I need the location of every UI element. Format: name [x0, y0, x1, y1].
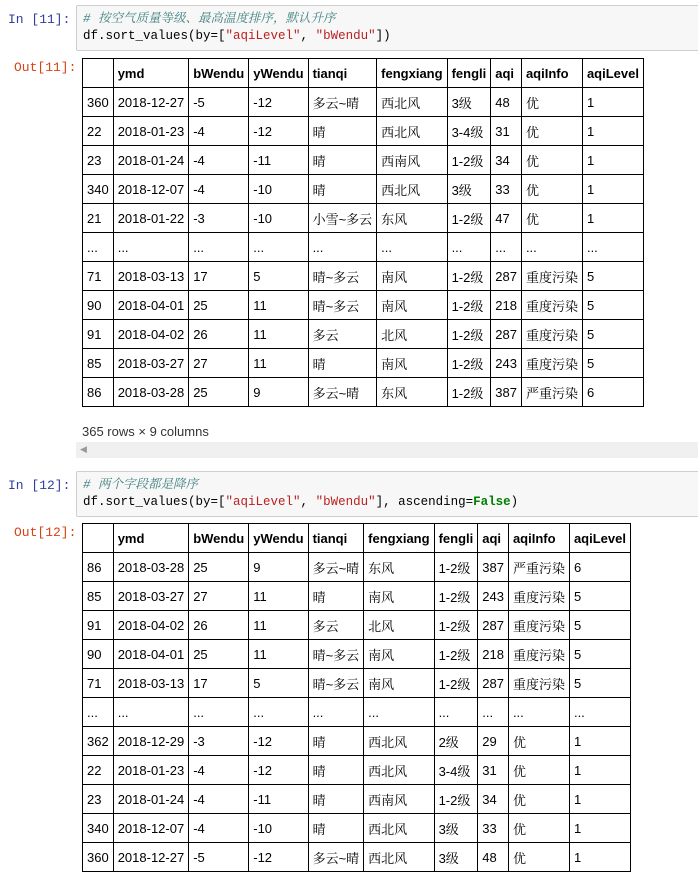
code-text: , — [300, 495, 316, 509]
table-cell: 26 — [189, 611, 249, 640]
table-row — [83, 582, 631, 611]
table-cell: 48 — [491, 88, 522, 117]
table-cell: 晴~多云 — [308, 640, 364, 669]
column-header: tianqi — [308, 59, 377, 88]
table-cell: 25 — [189, 640, 249, 669]
table-cell: 17 — [189, 669, 249, 698]
table-cell: -12 — [249, 117, 308, 146]
table-cell: 1-2级 — [447, 291, 491, 320]
column-header: aqi — [491, 59, 522, 88]
table-cell: ... — [582, 233, 643, 262]
row-index: ... — [83, 698, 114, 727]
row-index: 91 — [83, 611, 114, 640]
table-cell: 2018-03-27 — [113, 582, 189, 611]
table-cell: 387 — [491, 378, 522, 407]
code-line — [83, 28, 698, 45]
table-cell: 南风 — [364, 582, 434, 611]
code-cell-11[interactable] — [76, 5, 698, 51]
horizontal-scrollbar[interactable] — [76, 442, 698, 458]
table-cell: -10 — [249, 814, 308, 843]
table-cell: 25 — [189, 378, 249, 407]
table-cell: 1 — [582, 117, 643, 146]
table-cell: 2018-12-27 — [113, 88, 189, 117]
dataframe-table-12 — [82, 523, 631, 872]
table-cell: 晴 — [308, 349, 377, 378]
table-cell: 重度污染 — [508, 669, 569, 698]
table-cell: 优 — [521, 146, 582, 175]
table-cell: 1 — [569, 814, 630, 843]
table-cell: 387 — [478, 553, 509, 582]
out-prompt-12: Out[12]: — [14, 525, 77, 540]
table-cell: 2018-03-13 — [113, 669, 189, 698]
table-cell: 5 — [569, 611, 630, 640]
table-cell: 西南风 — [377, 146, 447, 175]
table-cell: -11 — [249, 146, 308, 175]
code-line — [83, 494, 698, 511]
table-cell: 26 — [189, 320, 249, 349]
table-cell: 47 — [491, 204, 522, 233]
table-cell: ... — [249, 233, 308, 262]
table-cell: 优 — [521, 88, 582, 117]
table-row — [83, 843, 631, 872]
table-cell: 重度污染 — [521, 320, 582, 349]
table-cell: 西南风 — [364, 785, 434, 814]
table-row — [83, 349, 644, 378]
table-row — [83, 233, 644, 262]
table-cell: 2018-03-13 — [113, 262, 189, 291]
column-header: aqi — [478, 524, 509, 553]
row-index: 22 — [83, 117, 114, 146]
table-cell: 5 — [582, 291, 643, 320]
table-cell: 1-2级 — [434, 640, 478, 669]
table-cell: 晴 — [308, 785, 364, 814]
table-cell: 2018-12-27 — [113, 843, 189, 872]
table-cell: 2018-12-29 — [113, 727, 189, 756]
table-cell: 1-2级 — [447, 262, 491, 291]
code-cell-12[interactable] — [76, 471, 698, 517]
table-cell: 2018-01-24 — [113, 785, 189, 814]
row-index: 21 — [83, 204, 114, 233]
table-cell: 25 — [189, 291, 249, 320]
table-cell: 287 — [491, 262, 522, 291]
table-cell: 9 — [249, 553, 308, 582]
table-cell: 1-2级 — [434, 553, 478, 582]
table-cell: 11 — [249, 291, 308, 320]
table-cell: 3级 — [447, 88, 491, 117]
table-cell: 25 — [189, 553, 249, 582]
table-cell: ... — [569, 698, 630, 727]
table-cell: -4 — [189, 814, 249, 843]
table-cell: 1-2级 — [434, 669, 478, 698]
table-cell: 1-2级 — [447, 146, 491, 175]
table-cell: 2018-04-01 — [113, 640, 189, 669]
table-cell: ... — [447, 233, 491, 262]
table-cell: 晴 — [308, 117, 377, 146]
table-row — [83, 814, 631, 843]
table-cell: 287 — [491, 320, 522, 349]
table-cell: 严重污染 — [521, 378, 582, 407]
row-index: 85 — [83, 582, 114, 611]
column-header: fengli — [434, 524, 478, 553]
column-header — [83, 59, 114, 88]
table-cell: 1 — [582, 204, 643, 233]
column-header: yWendu — [249, 59, 308, 88]
table-cell: 1-2级 — [447, 378, 491, 407]
table-cell: 243 — [491, 349, 522, 378]
column-header: fengxiang — [364, 524, 434, 553]
code-string: "aqiLevel" — [225, 495, 301, 509]
table-row — [83, 291, 644, 320]
table-cell: 晴~多云 — [308, 262, 377, 291]
table-cell: 南风 — [377, 291, 447, 320]
code-string: "bWendu" — [315, 29, 376, 43]
table-cell: 优 — [508, 727, 569, 756]
table-cell: 1-2级 — [434, 582, 478, 611]
table-cell: 多云 — [308, 320, 377, 349]
table-row — [83, 320, 644, 349]
table-cell: 东风 — [377, 204, 447, 233]
table-cell: 3级 — [447, 175, 491, 204]
table-cell: 5 — [569, 669, 630, 698]
table-cell: 5 — [582, 349, 643, 378]
column-header: aqiInfo — [508, 524, 569, 553]
table-cell: 5 — [569, 640, 630, 669]
table-cell: 晴 — [308, 175, 377, 204]
table-cell: 11 — [249, 611, 308, 640]
table-cell: 优 — [508, 814, 569, 843]
table-cell: 1-2级 — [447, 204, 491, 233]
column-header: bWendu — [189, 524, 249, 553]
table-cell: ... — [491, 233, 522, 262]
table-cell: 33 — [478, 814, 509, 843]
table-cell: 晴~多云 — [308, 291, 377, 320]
table-cell: 3级 — [434, 814, 478, 843]
table-cell: 南风 — [377, 349, 447, 378]
table-cell: 2018-04-02 — [113, 320, 189, 349]
table-cell: -11 — [249, 785, 308, 814]
table-cell: 重度污染 — [521, 349, 582, 378]
table-cell: -3 — [189, 204, 249, 233]
table-cell: -4 — [189, 785, 249, 814]
table-cell: 1 — [569, 756, 630, 785]
table-cell: 31 — [491, 117, 522, 146]
table-cell: 5 — [569, 582, 630, 611]
table-cell: 11 — [249, 320, 308, 349]
table-cell: 1 — [582, 88, 643, 117]
table-cell: 优 — [521, 175, 582, 204]
table-cell: ... — [308, 233, 377, 262]
table-cell: 17 — [189, 262, 249, 291]
table-cell: ... — [478, 698, 509, 727]
row-index: 23 — [83, 146, 114, 175]
table-cell: 34 — [478, 785, 509, 814]
code-text: ) — [510, 495, 519, 509]
column-header: tianqi — [308, 524, 364, 553]
table-cell: 优 — [508, 843, 569, 872]
table-cell: 2018-03-28 — [113, 553, 189, 582]
table-cell: 西北风 — [377, 117, 447, 146]
table-cell: 晴 — [308, 146, 377, 175]
table-cell: 3-4级 — [447, 117, 491, 146]
code-keyword: False — [473, 495, 511, 509]
table-cell: 东风 — [377, 378, 447, 407]
table-cell: 重度污染 — [508, 582, 569, 611]
table-row — [83, 698, 631, 727]
table-cell: 2018-12-07 — [113, 175, 189, 204]
column-header: ymd — [113, 59, 189, 88]
header-row — [83, 59, 644, 88]
table-cell: ... — [113, 698, 189, 727]
table-cell: 晴~多云 — [308, 669, 364, 698]
table-cell: 2018-01-23 — [113, 756, 189, 785]
column-header: fengli — [447, 59, 491, 88]
table-cell: ... — [508, 698, 569, 727]
header-row — [83, 524, 631, 553]
table-row — [83, 785, 631, 814]
code-text: df.sort_values(by=[ — [83, 29, 226, 43]
table-cell: 29 — [478, 727, 509, 756]
table-cell: 晴 — [308, 582, 364, 611]
row-index: 71 — [83, 262, 114, 291]
table-cell: 严重污染 — [508, 553, 569, 582]
table-cell: 西北风 — [364, 814, 434, 843]
table-cell: 5 — [582, 262, 643, 291]
table-cell: -3 — [189, 727, 249, 756]
table-cell: 27 — [189, 582, 249, 611]
table-cell: 1 — [569, 843, 630, 872]
table-cell: -10 — [249, 204, 308, 233]
table-cell: 2018-01-22 — [113, 204, 189, 233]
table-cell: 3-4级 — [434, 756, 478, 785]
table-cell: -12 — [249, 727, 308, 756]
out-prompt-11: Out[11]: — [14, 60, 77, 75]
table-cell: 287 — [478, 611, 509, 640]
table-cell: 287 — [478, 669, 509, 698]
table-cell: 1-2级 — [434, 785, 478, 814]
table-cell: ... — [364, 698, 434, 727]
table-cell: ... — [113, 233, 189, 262]
table-cell: 北风 — [377, 320, 447, 349]
table-cell: 11 — [249, 349, 308, 378]
table-cell: 6 — [582, 378, 643, 407]
table-cell: 重度污染 — [508, 611, 569, 640]
table-cell: 1 — [582, 146, 643, 175]
table-cell: 东风 — [364, 553, 434, 582]
table-cell: -4 — [189, 146, 249, 175]
table-cell: 晴 — [308, 814, 364, 843]
row-index: 86 — [83, 378, 114, 407]
row-index: 90 — [83, 291, 114, 320]
row-index: 340 — [83, 175, 114, 204]
table-row — [83, 669, 631, 698]
column-header: fengxiang — [377, 59, 447, 88]
table-cell: 33 — [491, 175, 522, 204]
row-index: 360 — [83, 843, 114, 872]
row-index: 71 — [83, 669, 114, 698]
table-cell: 5 — [249, 669, 308, 698]
table-cell: 重度污染 — [508, 640, 569, 669]
table-cell: -4 — [189, 117, 249, 146]
table-cell: 34 — [491, 146, 522, 175]
table-cell: 南风 — [364, 669, 434, 698]
table-cell: 晴 — [308, 756, 364, 785]
table-cell: 1 — [569, 785, 630, 814]
table-cell: 2018-01-24 — [113, 146, 189, 175]
row-index: 90 — [83, 640, 114, 669]
table-row — [83, 553, 631, 582]
table-cell: ... — [189, 233, 249, 262]
table-cell: 2018-01-23 — [113, 117, 189, 146]
table-cell: -5 — [189, 88, 249, 117]
table-row — [83, 146, 644, 175]
code-comment: # 按空气质量等级、最高温度排序，默认升序 — [83, 12, 336, 26]
table-cell: 优 — [508, 785, 569, 814]
table-cell: -4 — [189, 756, 249, 785]
table-cell: 11 — [249, 640, 308, 669]
table-cell: 小雪~多云 — [308, 204, 377, 233]
table-cell: 2018-04-01 — [113, 291, 189, 320]
in-prompt-11: In [11]: — [8, 12, 71, 27]
row-index: 362 — [83, 727, 114, 756]
table-cell: -4 — [189, 175, 249, 204]
table-cell: 重度污染 — [521, 262, 582, 291]
dataframe-table-11 — [82, 58, 644, 407]
table-cell: 2018-03-28 — [113, 378, 189, 407]
table-row — [83, 756, 631, 785]
table-cell: 西北风 — [364, 727, 434, 756]
table-cell: 优 — [508, 756, 569, 785]
table-cell: 1 — [582, 175, 643, 204]
table-cell: 2级 — [434, 727, 478, 756]
table-cell: 218 — [478, 640, 509, 669]
table-cell: ... — [189, 698, 249, 727]
table-row — [83, 611, 631, 640]
code-comment: # 两个字段都是降序 — [83, 478, 199, 492]
table-row — [83, 204, 644, 233]
table-cell: 1-2级 — [447, 349, 491, 378]
column-header: ymd — [113, 524, 189, 553]
table-cell: 2018-03-27 — [113, 349, 189, 378]
code-string: "bWendu" — [315, 495, 376, 509]
table-cell: 西北风 — [364, 756, 434, 785]
table-cell: 6 — [569, 553, 630, 582]
table-cell: 1-2级 — [434, 611, 478, 640]
shape-info: 365 rows × 9 columns — [82, 424, 209, 439]
table-cell: 1-2级 — [447, 320, 491, 349]
table-cell: 27 — [189, 349, 249, 378]
table-cell: ... — [521, 233, 582, 262]
table-cell: 218 — [491, 291, 522, 320]
table-row — [83, 378, 644, 407]
table-cell: -10 — [249, 175, 308, 204]
table-cell: 243 — [478, 582, 509, 611]
table-cell: 北风 — [364, 611, 434, 640]
table-row — [83, 262, 644, 291]
table-cell: -12 — [249, 88, 308, 117]
table-cell: 重度污染 — [521, 291, 582, 320]
table-row — [83, 175, 644, 204]
in-prompt-12: In [12]: — [8, 478, 71, 493]
table-cell: 西北风 — [377, 175, 447, 204]
code-text: ]) — [375, 29, 391, 43]
table-cell: ... — [249, 698, 308, 727]
table-cell: 多云~晴 — [308, 843, 364, 872]
scroll-left-icon[interactable]: ◀ — [80, 444, 87, 454]
column-header: aqiInfo — [521, 59, 582, 88]
table-cell: 晴 — [308, 727, 364, 756]
code-string: "aqiLevel" — [225, 29, 301, 43]
table-cell: 多云~晴 — [308, 553, 364, 582]
table-cell: 多云~晴 — [308, 88, 377, 117]
table-cell: 优 — [521, 204, 582, 233]
code-text: df.sort_values(by=[ — [83, 495, 226, 509]
table-cell: 南风 — [377, 262, 447, 291]
table-cell: 2018-04-02 — [113, 611, 189, 640]
column-header: aqiLevel — [569, 524, 630, 553]
row-index: ... — [83, 233, 114, 262]
table-cell: ... — [377, 233, 447, 262]
table-cell: 2018-12-07 — [113, 814, 189, 843]
table-cell: 1 — [569, 727, 630, 756]
table-cell: 多云~晴 — [308, 378, 377, 407]
row-index: 360 — [83, 88, 114, 117]
table-cell: 南风 — [364, 640, 434, 669]
code-text: , — [300, 29, 316, 43]
row-index: 86 — [83, 553, 114, 582]
column-header: bWendu — [189, 59, 249, 88]
table-cell: 5 — [249, 262, 308, 291]
column-header: aqiLevel — [582, 59, 643, 88]
row-index: 340 — [83, 814, 114, 843]
table-cell: 48 — [478, 843, 509, 872]
row-index: 91 — [83, 320, 114, 349]
table-cell: 优 — [521, 117, 582, 146]
table-cell: -12 — [249, 843, 308, 872]
table-cell: -5 — [189, 843, 249, 872]
table-row — [83, 88, 644, 117]
table-cell: 31 — [478, 756, 509, 785]
table-cell: 5 — [582, 320, 643, 349]
table-cell: ... — [434, 698, 478, 727]
column-header: yWendu — [249, 524, 308, 553]
table-cell: ... — [308, 698, 364, 727]
table-cell: 多云 — [308, 611, 364, 640]
table-cell: 11 — [249, 582, 308, 611]
row-index: 85 — [83, 349, 114, 378]
column-header — [83, 524, 114, 553]
table-cell: 西北风 — [364, 843, 434, 872]
row-index: 23 — [83, 785, 114, 814]
table-row — [83, 117, 644, 146]
table-row — [83, 727, 631, 756]
table-cell: 3级 — [434, 843, 478, 872]
row-index: 22 — [83, 756, 114, 785]
code-text: ], ascending= — [375, 495, 474, 509]
table-cell: -12 — [249, 756, 308, 785]
table-cell: 西北风 — [377, 88, 447, 117]
table-row — [83, 640, 631, 669]
table-cell: 9 — [249, 378, 308, 407]
